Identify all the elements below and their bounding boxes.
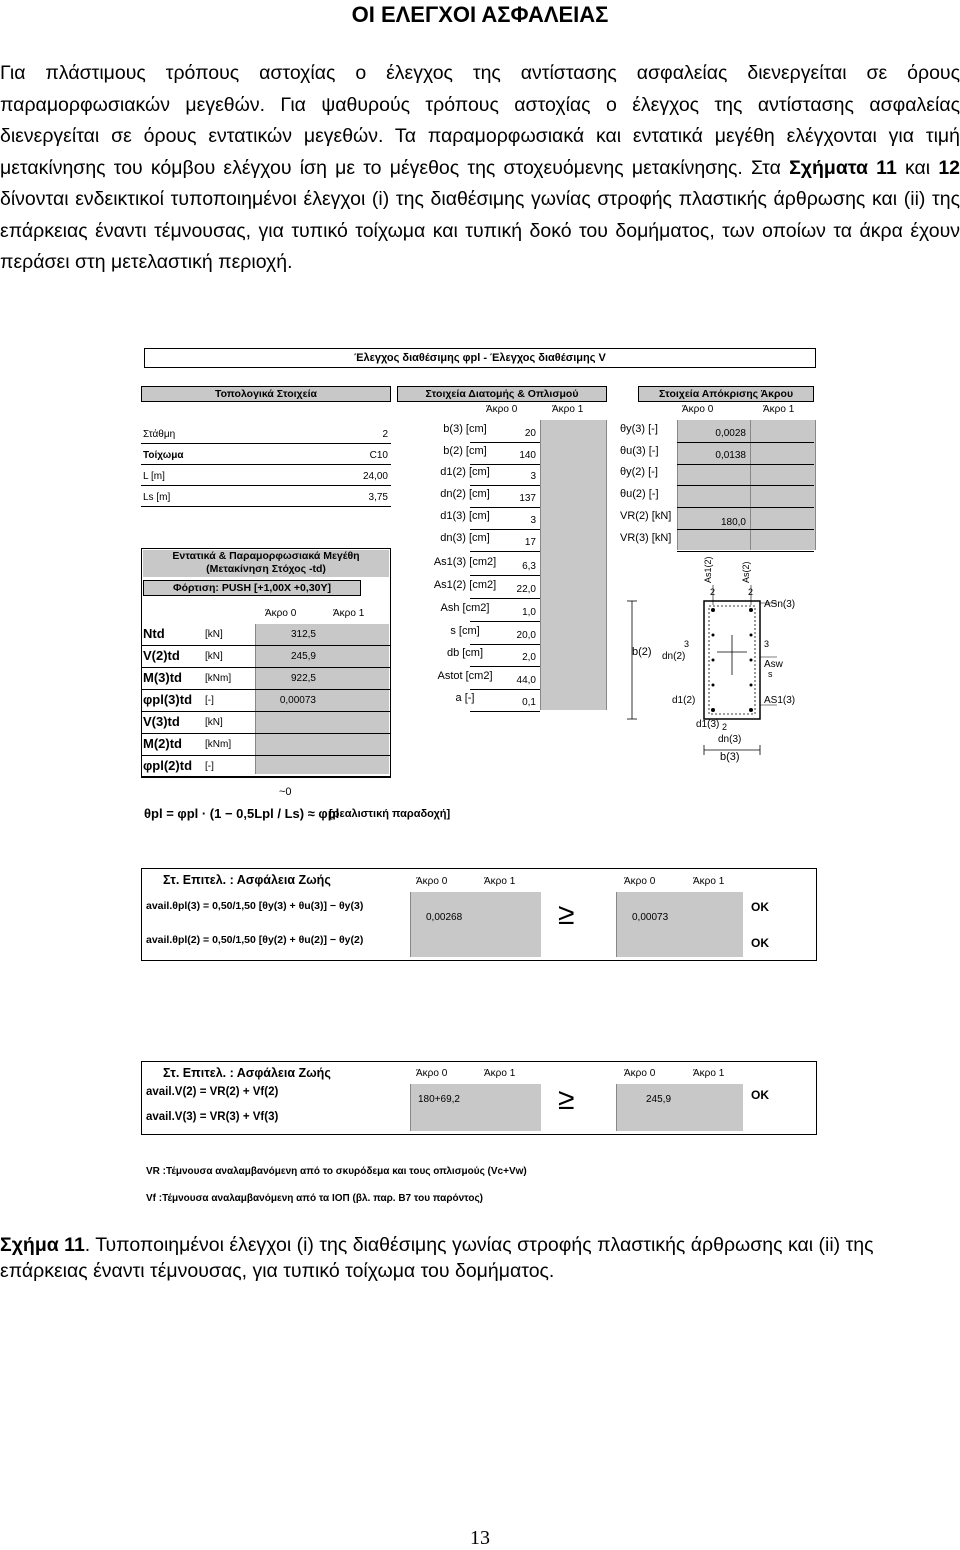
check2-title: Στ. Επιτελ. : Ασφάλεια Ζωής [163,1066,331,1080]
response-row-label: θu(3) [-] [620,445,659,457]
section-row-line [470,666,540,667]
forces-header-1: Εντατικά & Παραμορφωσιακά Μεγέθη [143,550,389,564]
topo-label: L [m] [143,471,165,482]
section-row-line [470,711,540,712]
check1-eq1: avail.θpl(3) = 0,50/1,50 [θy(3) + θu(3)] − θy(3) [146,900,364,912]
section-row-value: 17 [524,537,536,548]
diag-2c: 2 [722,722,728,732]
check1-ok2: OK [751,936,769,950]
caption-bold: Σχήμα 11 [0,1234,85,1256]
check2-value-right: 245,9 [646,1094,672,1105]
check1-akro0-right: Άκρο 0 [624,876,656,887]
check2-grey-right [616,1084,681,1131]
topo-label: Τοίχωμα [143,450,184,461]
forces-akro0: Άκρο 0 [265,608,297,619]
section-row-label: Ash [cm2] [440,602,490,614]
response-row-line [677,464,814,465]
section-row-value: 2,0 [522,652,536,663]
forces-header-2: (Μετακίνηση Στόχος -td) [143,563,389,577]
response-row-line [677,507,814,508]
diag-asw: Asw [764,659,783,670]
forces-row-line [141,711,391,712]
section-row-label: As1(2) [cm2] [433,579,497,591]
topo-label: Ls [m] [143,492,171,503]
check1-akro0-left: Άκρο 0 [416,876,448,887]
diag-as-2: As(2) [741,561,751,583]
check1-value-right: 0,00073 [632,912,669,923]
section-row-line [470,485,540,486]
check1-akro1-right: Άκρο 1 [693,876,725,887]
diag-b3: b(3) [720,751,740,763]
check1-title: Στ. Επιτελ. : Ασφάλεια Ζωής [163,873,331,887]
response-row-value: 180,0 [720,517,746,528]
section-header: Στοιχεία Διατομής & Οπλισμού [397,386,607,402]
topo-row [141,486,391,507]
section-row-line [470,551,540,552]
check2-grey-left2 [476,1084,541,1131]
diag-d12: d1(2) [672,695,696,706]
forces-row-label: V(2)td [143,648,180,663]
check2-eq2: avail.V(3) = VR(3) + Vf(3) [146,1111,279,1123]
check2-grey-left [410,1084,477,1131]
forces-row-line [141,755,391,756]
diag-as13: AS1(3) [764,695,796,706]
section-row-label: b(2) [cm] [443,445,487,457]
forces-row-unit: [-] [205,761,214,772]
section-row-line [470,529,540,530]
forces-row-value: 245,9 [290,651,316,662]
response-header: Στοιχεία Απόκρισης Άκρου [638,386,814,402]
forces-row-unit: [-] [205,695,214,706]
check1-geq: ≥ [558,898,575,931]
caption-text: . Τυποποιημένοι έλεγχοι (i) της διαθέσιμης γωνίας στροφής πλαστικής άρθρωσης και (ii) της επάρκειας έναντι τέμνουσας, για τυπικό τοίχωμα του δομήματος. [0,1234,874,1282]
forces-load: Φόρτιση: PUSH [+1,00X +0,30Y] [143,580,361,596]
formula-approx-zero: ~0 [279,786,292,798]
section-row-label: dn(2) [cm] [440,488,490,500]
section-row-line [470,507,540,508]
section-akro0: Άκρο 0 [486,404,518,415]
response-row-value: 0,0138 [715,450,746,461]
forces-row-line [141,689,391,690]
response-row-label: θy(3) [-] [620,423,658,435]
response-row-line [677,442,814,443]
section-row-label: d1(3) [cm] [440,510,490,522]
section-row-value: 137 [519,493,536,504]
section-akro1: Άκρο 1 [552,404,584,415]
forces-row-unit: [kN] [205,717,223,728]
response-akro0: Άκρο 0 [682,404,714,415]
diag-as1-2: As1(2) [703,556,713,583]
forces-row-unit: [kN] [205,651,223,662]
note-vr: VR :Τέμνουσα αναλαμβανόμενη από το σκυρόδεμα και τους οπλισμούς (Vc+Vw) [146,1166,527,1177]
section-row-value: 22,0 [516,584,536,595]
section-row-label: db [cm] [446,647,484,659]
note-vf: Vf :Τέμνουσα αναλαμβανόμενη από τα ΙΟΠ (βλ. παρ. Β7 του παρόντος) [146,1193,483,1204]
response-row-label: VR(3) [kN] [620,532,672,544]
forces-row-label: M(2)td [143,736,182,751]
formula-note: [ρεαλιστική παραδοχή] [329,808,451,820]
check1-grey-left2 [476,892,541,957]
topo-value: 24,00 [362,471,388,482]
intro-bold-2: 12 [938,156,960,179]
page-title: ΟΙ ΕΛΕΓΧΟΙ ΑΣΦΑΛΕΙΑΣ [351,2,609,27]
forces-akro1: Άκρο 1 [333,608,365,619]
check1-akro1-left: Άκρο 1 [484,876,516,887]
section-row-line [470,442,540,443]
forces-row-label: V(3)td [143,714,180,729]
diag-dn2: dn(2) [662,651,686,662]
section-row-line [470,621,540,622]
figure-main-title: Έλεγχος διαθέσιμης φpl - Έλεγχος διαθέσιμης V [144,348,816,368]
section-row-label: a [-] [455,692,475,704]
forces-row-label: Ntd [143,626,165,641]
response-row-label: VR(2) [kN] [620,510,672,522]
intro-bold-1: Σχήματα 11 [789,156,897,179]
forces-row-value: 922,5 [290,673,316,684]
section-row-label: b(3) [cm] [443,423,487,435]
forces-row-value: 0,00073 [279,695,316,706]
response-row-line [677,551,814,552]
section-row-label: As1(3) [cm2] [433,556,497,568]
topo-label: Στάθμη [143,429,176,440]
check2-akro1-left: Άκρο 1 [484,1068,516,1079]
section-row-line [470,644,540,645]
forces-row-label: φpl(3)td [143,692,193,707]
check1-value-left: 0,00268 [426,912,463,923]
section-row-value: 3 [530,471,536,482]
section-row-value: 140 [519,450,536,461]
intro-text-1: Για πλάστιμους τρόπους αστοχίας ο έλεγχος της αντίστασης ασφαλείας διενεργείται σε όρους παραμορφωσιακών μεγεθών. Για ψαθυρούς τρόπους αστοχίας ο έλεγχος της αντίστασης ασφαλείας διενεργείται σε όρους εντατικών μεγεθών. Τα παραμορφωσιακά και εντατικά μεγέθη ελέγχονται για τιμή μετακίνησης του κόμβου ελέγχου ίση με το μέγεθος της στοχευόμενης μετακίνησης. Στα [0,62,960,179]
section-row-value: 44,0 [516,675,536,686]
topo-row [141,465,391,486]
forces-row-line [141,733,391,734]
response-row-line [677,485,814,486]
response-row-value: 0,0028 [715,428,746,439]
section-row-line [470,575,540,576]
forces-row-unit: [kNm] [205,739,232,750]
section-row-label: s [cm] [450,625,480,637]
forces-row-label: M(3)td [143,670,182,685]
section-row-label: Astot [cm2] [437,670,493,682]
check1-ok1: OK [751,900,769,914]
section-row-value: 0,1 [522,697,536,708]
diag-dn3: dn(3) [718,734,742,745]
section-diagram [622,555,822,770]
diag-3b: 3 [684,639,690,649]
section-row-line [470,464,540,465]
section-row-value: 3 [530,515,536,526]
check2-ok1: OK [751,1088,769,1102]
diag-asn3: ASn(3) [764,599,796,610]
diag-2a: 2 [710,587,716,597]
forces-row-line [141,777,391,778]
check1-grey-left [410,892,477,957]
formula-theta-pl: θpl = φpl · (1 − 0,5Lpl / Ls) ≈ φpl [144,806,340,821]
intro-text-2: και [896,156,939,179]
check2-akro0-right: Άκρο 0 [624,1068,656,1079]
check2-akro1-right: Άκρο 1 [693,1068,725,1079]
page-number: 13 [470,1527,490,1549]
forces-grey-col2 [320,624,389,774]
topo-value: 2 [382,429,388,440]
topo-value: 3,75 [368,492,388,503]
check1-grey-right2 [680,892,743,957]
response-akro1: Άκρο 1 [763,404,795,415]
topo-header: Τοπολογικά Στοιχεία [141,386,391,402]
figure-caption [0,1232,960,1284]
diag-s: s [768,669,773,679]
forces-row-label: φpl(2)td [143,758,193,773]
check2-eq1: avail.V(2) = VR(2) + Vf(2) [146,1086,279,1098]
section-row-line [470,598,540,599]
diag-b2: b(2) [632,646,652,658]
forces-row-line [141,645,391,646]
response-row-line [677,529,814,530]
check1-grey-right [616,892,681,957]
topo-value: C10 [369,450,388,461]
check2-akro0-left: Άκρο 0 [416,1068,448,1079]
section-row-value: 20,0 [516,630,536,641]
section-row-value: 20 [524,428,536,439]
diag-3a: 3 [764,639,770,649]
forces-row-value: 312,5 [290,629,316,640]
intro-text-3: δίνονται ενδεικτικοί τυποποιημένοι έλεγχοι (i) της διαθέσιμης γωνίας στροφής πλαστικής άρθρωσης και (ii) της επάρκειας έναντι τέμνουσας, για τυπικό τοίχωμα και τυπική δοκό του δομήματος, των οποίων τα άκρα έχουν περάσει στη μετελαστική περιοχή. [0,188,960,273]
section-row-line [470,689,540,690]
forces-row-unit: [kNm] [205,673,232,684]
check1-eq2: avail.θpl(2) = 0,50/1,50 [θy(2) + θu(2)] − θy(2) [146,934,364,946]
section-row-label: dn(3) [cm] [440,532,490,544]
section-grey-col [540,420,607,710]
topo-row [141,423,391,444]
check2-geq: ≥ [558,1083,575,1116]
diag-2b: 2 [748,587,754,597]
section-row-value: 1,0 [522,607,536,618]
forces-row-unit: [kN] [205,629,223,640]
section-row-label: d1(2) [cm] [440,466,490,478]
diag-d13: d1(3) [696,719,720,730]
check2-value-left: 180+69,2 [418,1094,460,1105]
forces-row-line [141,667,391,668]
response-row-label: θu(2) [-] [620,488,659,500]
check2-grey-right2 [680,1084,743,1131]
section-row-value: 6,3 [522,561,536,572]
response-row-label: θy(2) [-] [620,466,658,478]
